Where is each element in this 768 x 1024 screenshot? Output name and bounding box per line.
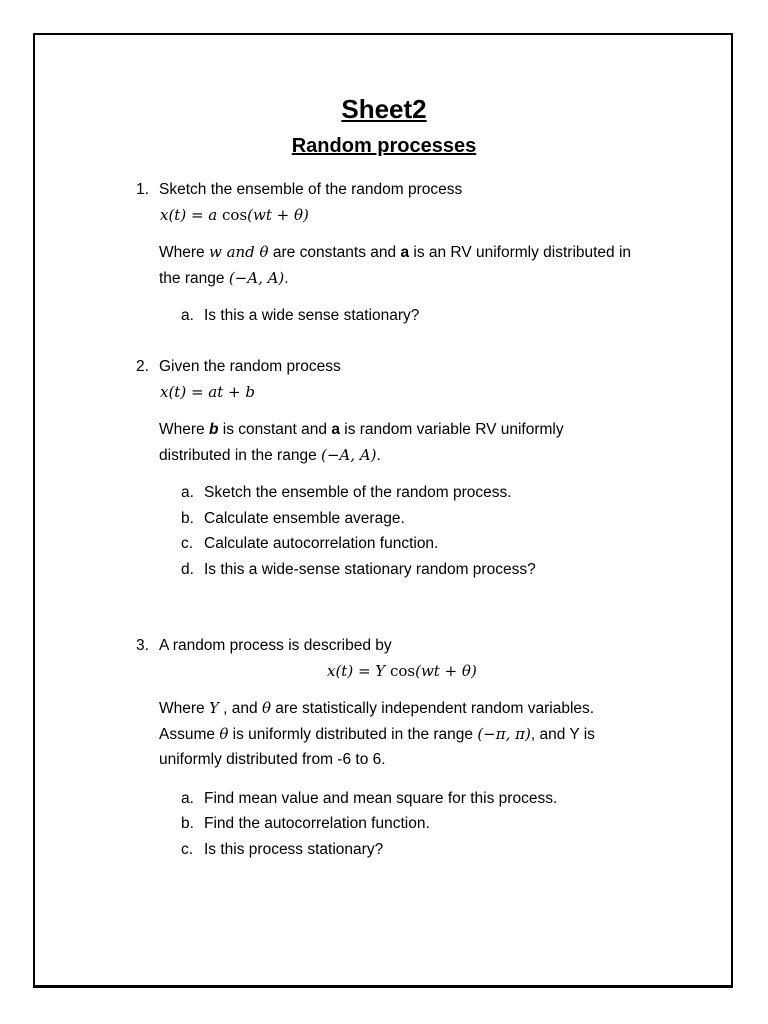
q2-eq: x(t) = at + b (160, 383, 255, 401)
q1-where-vars: w and θ (208, 243, 269, 261)
q3-where-text6: , and Y is (530, 726, 595, 743)
sheet-subtitle: Random processes (291, 135, 477, 157)
q3-where-text5: is uniformly distributed in the range (228, 726, 478, 743)
q1-where-text2: are constants and (268, 244, 401, 261)
q1-number: 1. (136, 181, 149, 198)
q1-eq-a: a (208, 206, 218, 224)
q2-item-text: Calculate ensemble average. (204, 510, 405, 527)
q3-eq-cos: cos (385, 662, 416, 680)
q1-prompt: Sketch the ensemble of the random process (159, 181, 463, 198)
q2-prompt: Given the random process (159, 358, 341, 375)
q2-item-label: b. (181, 510, 194, 527)
q3-where-line2 (159, 724, 595, 745)
q1-where-text4: the range (159, 270, 229, 287)
q3-item-text: Find the autocorrelation function. (204, 815, 430, 832)
q1-equation (160, 205, 309, 226)
q1-where-text5: . (284, 270, 289, 287)
q2-where-line1 (159, 420, 564, 440)
q2-where-text4: distributed in the range (159, 447, 321, 464)
q1-eq-arg: (wt + θ) (247, 206, 309, 224)
q3-item-label: a. (181, 790, 194, 807)
q3-where-line3: uniformly distributed from -6 to 6. (159, 751, 386, 768)
q1-where-range: (−A, A) (228, 269, 285, 287)
q2-where-a: a (331, 421, 340, 438)
q3-where-line1 (159, 698, 594, 719)
q3-item-label: c. (181, 841, 194, 858)
q3-where-text3: are statistically independent random variables. (271, 700, 595, 717)
q3-item-text: Find mean value and mean square for this process. (204, 790, 558, 807)
q2-item-label: c. (181, 535, 194, 552)
q1-where-a: a (400, 244, 410, 261)
q2-item-label: a. (181, 484, 194, 501)
q2-where-text5: . (376, 447, 381, 464)
q3-where-text: Where (159, 700, 209, 717)
q3-equation (327, 661, 477, 682)
q3-where-text2: , and (218, 700, 262, 717)
q2-item-text: Calculate autocorrelation function. (204, 535, 439, 552)
q2-item-text: Is this a wide-sense stationary random process? (204, 561, 536, 578)
q3-where-range: (−π, π) (477, 725, 531, 743)
q2-item-text: Sketch the ensemble of the random process. (204, 484, 512, 501)
q3-item-label: b. (181, 815, 194, 832)
q2-where-line2 (159, 445, 381, 466)
q3-where-theta2: θ (219, 725, 229, 743)
q1-item-label: a. (181, 307, 194, 324)
q2-item-label: d. (181, 561, 194, 578)
q3-item-text: Is this process stationary? (204, 841, 384, 858)
q3-number: 3. (136, 637, 149, 654)
q3-eq-arg: (wt + θ) (415, 662, 477, 680)
q3-where-y: Y (208, 699, 219, 717)
q3-where-theta: θ (261, 699, 271, 717)
q1-eq-cos: cos (217, 206, 248, 224)
q1-where-line2 (159, 268, 289, 289)
q2-where-range: (−A, A) (321, 446, 377, 464)
q1-where-line1 (159, 242, 631, 263)
q2-where-b: b (208, 421, 219, 438)
q2-where-text: Where (159, 421, 209, 438)
q3-eq-lhs: x(t) = Y (327, 662, 386, 680)
q2-where-text3: is random variable RV uniformly (339, 421, 564, 438)
q1-eq-lhs: x(t) = (160, 206, 209, 224)
q1-where-text: Where (159, 244, 209, 261)
q3-prompt: A random process is described by (159, 637, 392, 654)
q2-equation (160, 382, 255, 403)
q1-where-text3: is an RV uniformly distributed in (409, 244, 632, 261)
q2-where-text2: is constant and (218, 421, 332, 438)
sheet-title: Sheet2 (341, 94, 427, 124)
q2-number: 2. (136, 358, 149, 375)
q1-item-text: Is this a wide sense stationary? (204, 307, 420, 324)
q3-where-text4: Assume (159, 726, 220, 743)
